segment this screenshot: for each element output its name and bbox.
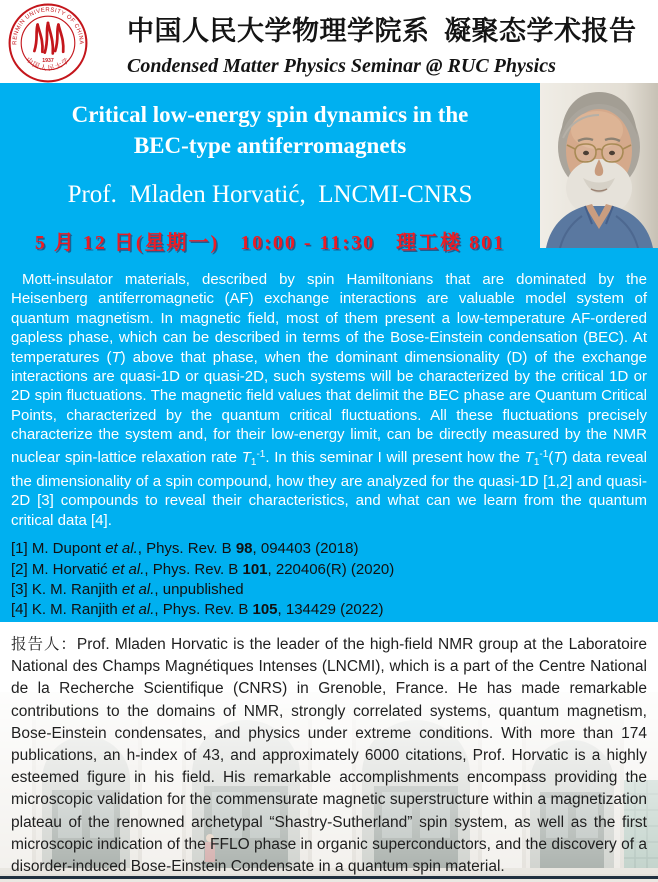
ruc-seal-icon [8, 3, 88, 83]
svg-text:RENMIN UNIVERSITY OF CHINA: RENMIN UNIVERSITY OF CHINA [12, 7, 84, 45]
svg-text:1937: 1937 [42, 57, 54, 64]
bottom-rule [0, 876, 658, 879]
speaker-portrait-image [540, 83, 658, 248]
reference-list [11, 539, 647, 620]
series-title-chinese: 中国人民大学物理学院系 凝聚态学术报告 [127, 16, 637, 46]
bio-paragraph: 报告人：Prof. Mladen Horvatic is the leader of the high-field NMR group at the Laboratoire National des Champs Magnétiques Intenses (LNCMI), which is a part of the Centre National de la Recherche Scientifique (CNRS) in Grenoble, France. He has made remarkable contributions to the domains of NMR, strongly correlated systems, quantum magnetism, Bose-Einstein condensates, and physics under extreme conditions. With more than 174 publications, an h-index of 43, and approximately 6000 citations, Prof. Horvatic is a highly esteemed figure in his field. His remarkable accomplishments encompass providing the microscopic validation for the commensurate magnetic superstructure within a magnetization plateau of the renowned archetypal “Shastry-Sutherland” spin system, as well as the first microscopic indication of the FFLO phase in organic superconductors, and the discovery of a disorder-induced Bose-Einstein Condensate in a quantum spin material. [11, 636, 647, 876]
series-title-english: Condensed Matter Physics Seminar @ RUC Physics [127, 55, 556, 77]
speaker-name: Prof. Mladen Horvatić, LNCMI-CNRS [67, 181, 473, 208]
abstract-paragraph: Mott-insulator materials, described by spin Hamiltonians that are dominated by the Heisenberg antiferromagnetic (AF) exchange interactions are valuable model system of quantum magnetism. In magnetic field, most of them present a low-temperature AF-ordered gapless phase, which can be described in terms of the Bose-Einstein condensation (BEC). At temperatures (T) above that phase, when the dominant dimensionality (D) of the exchange interactions are quasi-1D or quasi-2D, such systems will be characterized by the critical 1D or 2D spin fluctuations. The magnetic field values that delimit the BEC phase are Quantum Critical Points, characterized by the quantum critical fluctuations. All these fluctuations precisely characterize the system and, for their low-energy limit, can be directly measured by the NMR nuclear spin-lattice relaxation rate $T_1^{-1}$. In this seminar I will present how the $T_1^{-1}(T)$ data reveal the dimensionality of a spin compound, how they are analyzed for the quasi-1D [1,2] and quasi-2D [3] compounds to reveal their characteristics, and what can we learn from the quantum critical data [4]. [11, 271, 648, 529]
ruc-seal-logo [8, 3, 88, 83]
talk-title [0, 83, 540, 161]
talk-title-line1: Critical low-energy spin dynamics in the [71, 102, 469, 127]
bio-section [0, 622, 658, 882]
header [0, 0, 658, 83]
reference-4: [4] K. M. Ranjith et al., Phys. Rev. B 105, 134429 (2022) [11, 601, 384, 619]
schedule-line: 5 月 12 日(星期一) 10:00 - 11:30 理工楼 801 [34, 232, 506, 254]
speaker-photo [540, 83, 658, 248]
reference-2: [2] M. Horvatić et al., Phys. Rev. B 101, 220406(R) (2020) [11, 560, 395, 578]
svg-text:中国人民大学: 中国人民大学 [24, 56, 72, 73]
reference-3: [3] K. M. Ranjith et al., unpublished [11, 580, 244, 598]
header-titles [127, 9, 647, 78]
reference-1: [1] M. Dupont et al., Phys. Rev. B 98, 094403 (2018) [11, 540, 359, 558]
talk-title-line2: BEC-type antiferromagnets [133, 133, 407, 158]
talk-banner [0, 83, 658, 622]
